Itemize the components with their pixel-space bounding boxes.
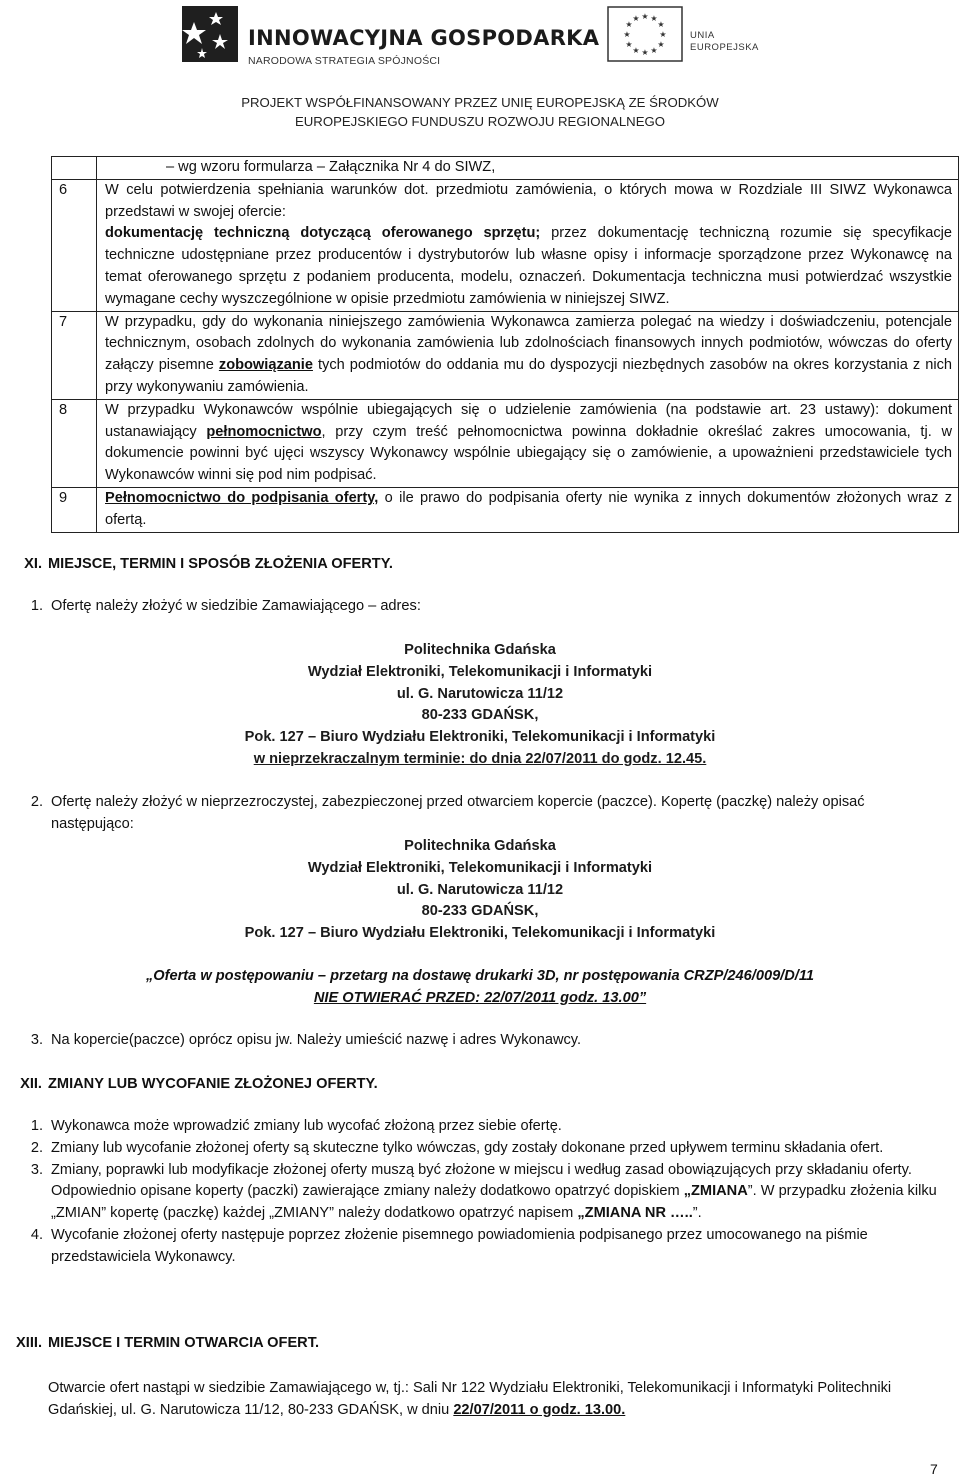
project-line-2: EUROPEJSKIEGO FUNDUSZU ROZWOJU REGIONALNEGO xyxy=(294,114,666,129)
svg-text:★: ★ xyxy=(650,14,658,23)
section-xiii-heading: XIII. MIEJSCE I TERMIN OTWARCIA OFERT. xyxy=(16,1335,320,1351)
svg-text:★: ★ xyxy=(657,40,665,49)
list-item: 3. Zmiany, poprawki lub modyfikacje złożonej oferty muszą być złożone w miejscu i według zasad obowiązujących przy składaniu oferty. Odpowiednio opisane koperty (paczki) zawierające zmiany należy dodatkowo opatrzyć dopiskiem „ZMIANA”. W przypadku złożenia kilku „ZMIAN” kopertę (paczkę) każdej „ZMIANY” należy dodatkowo opatrzyć napisem „ZMIANA NR …..”. xyxy=(30,1161,937,1222)
svg-text:★: ★ xyxy=(625,20,633,29)
section-xiii-text: Otwarcie ofert nastąpi w siedzibie Zamawiającego w, tj.: Sali Nr 122 Wydziału Elektroniki, Telekomunikacji i Informatyki Politechniki Gdańskiej, ul. G. Narutowicza 11/12, 80-233 GDAŃSK, w dniu 22/07/2011 o godz. 13.00. xyxy=(48,1380,892,1418)
project-line-1: PROJEKT WSPÓŁFINANSOWANY PRZEZ UNIĘ EUROPEJSKĄ ZE ŚRODKÓW xyxy=(241,95,719,110)
section-xii-heading: XII. ZMIANY LUB WYCOFANIE ZŁOŻONEJ OFERTY. xyxy=(20,1076,378,1092)
list-item: 4. Wycofanie złożonej oferty następuje poprzez złożenie pisemnego powiadomienia podpisanego przez umocowanego na piśmie przedstawiciela Wykonawcy. xyxy=(30,1226,868,1265)
eu-label: UNIA EUROPEJSKA xyxy=(690,30,759,53)
eu-flag-icon xyxy=(607,6,683,62)
table-row: 6 W celu potwierdzenia spełniania warunków dot. przedmiotu zamówienia, o których mowa w Rozdziale III SIWZ Wykonawca przedstawi w swojej ofercie: dokumentację techniczną dotyczącą oferowanego sprzętu; przez dokumentację techniczną rozumie się specyfikacje techniczne udostępniane przez producentów i dystrybutorów lub własne opisy i informacje sporządzone przez Wykonawcę na temat oferowanego sprzętu z podaniem producenta, modelu, oznaczeń. Dokumentacja techniczna musi potwierdzać wszystkie wymagane cechy wyszczególnione w opisie przedmiotu zamówienia w niniejszej SIWZ. xyxy=(52,179,958,311)
page-number: 7 xyxy=(930,1461,938,1477)
list-item: 1. Wykonawca może wprowadzić zmiany lub wycofać złożoną przez siebie ofertę. xyxy=(30,1118,562,1134)
svg-text:★: ★ xyxy=(623,30,631,39)
logo-title: INNOWACYJNA GOSPODARKA xyxy=(248,26,600,50)
table-row: – wg wzoru formularza – Załącznika Nr 4 do SIWZ, xyxy=(52,157,958,179)
svg-text:★: ★ xyxy=(632,14,640,23)
list-item: 2. Zmiany lub wycofanie złożonej oferty są skuteczne tylko wówczas, gdy zostały dokonane przed upływem terminu składania ofert. xyxy=(30,1139,884,1156)
envelope-label: „Oferta w postępowaniu – przetarg na dostawę drukarki 3D, nr postępowania CRZP/246/009/D/11 NIE OTWIERAĆ PRZED: 22/07/2011 godz. 13.00” xyxy=(146,968,814,1006)
section-xi-item-3: 3. Na kopercie(paczce) oprócz opisu jw. Należy umieścić nazwę i adres Wykonawcy. xyxy=(30,1032,582,1048)
table-row: 7 W przypadku, gdy do wykonania niniejszego zamówienia Wykonawca zamierza polegać na wiedzy i doświadczeniu, potencjale technicznym, osobach zdolnych do wykonania zamówienia lub zdolnościach finansowych innych podmiotów, wówczas do oferty załączy pisemne zobowiązanie tych podmiotów do oddania mu do dyspozycji niezbędnych zasobów na okres korzystania z nich przy wykonywaniu zamówienia. xyxy=(52,311,958,399)
svg-text:★: ★ xyxy=(657,20,665,29)
logo-subtitle: NARODOWA STRATEGIA SPÓJNOŚCI xyxy=(248,55,441,67)
svg-text:★: ★ xyxy=(641,12,649,21)
svg-text:★: ★ xyxy=(632,46,640,55)
requirements-table xyxy=(51,156,959,533)
svg-text:★: ★ xyxy=(625,40,633,49)
section-xi-heading: XI. MIEJSCE, TERMIN I SPOSÓB ZŁOŻENIA OFERTY. xyxy=(24,556,393,572)
section-xi-item-2: 2. Ofertę należy złożyć w nieprzezroczystej, zabezpieczonej przed otwarciem kopercie (paczce). Kopertę (paczkę) należy opisać następująco: xyxy=(30,794,865,832)
section-xi-item-1: 1. Ofertę należy złożyć w siedzibie Zamawiającego – adres: xyxy=(30,598,421,614)
page-header xyxy=(0,0,960,140)
innowacyjna-gospodarka-logo xyxy=(180,4,240,64)
table-row: 8 W przypadku Wykonawców wspólnie ubiegających się o udzielenie zamówienia (na podstawie art. 23 ustawy): dokument ustanawiający pełnomocnictwo, przy czym treść pełnomocnictwa powinna dokładnie określać zakres umocowania, tj. w dokumencie powinni być ujęci wszyscy Wykonawcy wspólnie ubiegający się o zamówienie, a upoważnieni przedstawiciele tych Wykonawców winni się pod nim podpisać. xyxy=(52,399,958,487)
svg-text:★: ★ xyxy=(659,30,667,39)
address-block-1: Politechnika Gdańska Wydział Elektroniki, Telekomunikacji i Informatyki ul. G. Narutowicza 11/12 80-233 GDAŃSK, Pok. 127 – Biuro Wydziału Elektroniki, Telekomunikacji i Informatyki w nieprzekraczalnym terminie: do dnia 22/07/2011 do godz. 12.45. xyxy=(0,640,960,771)
table-row: 9 Pełnomocnictwo do podpisania oferty, o ile prawo do podpisania oferty nie wynika z innych dokumentów złożonych wraz z ofertą. xyxy=(52,487,958,532)
address-block-2: Politechnika Gdańska Wydział Elektroniki, Telekomunikacji i Informatyki ul. G. Narutowicza 11/12 80-233 GDAŃSK, Pok. 127 – Biuro Wydziału Elektroniki, Telekomunikacji i Informatyki xyxy=(244,838,716,942)
svg-text:★: ★ xyxy=(641,48,649,57)
submission-deadline: w nieprzekraczalnym terminie: do dnia 22/07/2011 do godz. 12.45. xyxy=(253,750,707,767)
section-xii-list xyxy=(0,1116,960,1269)
svg-text:★: ★ xyxy=(650,46,658,55)
